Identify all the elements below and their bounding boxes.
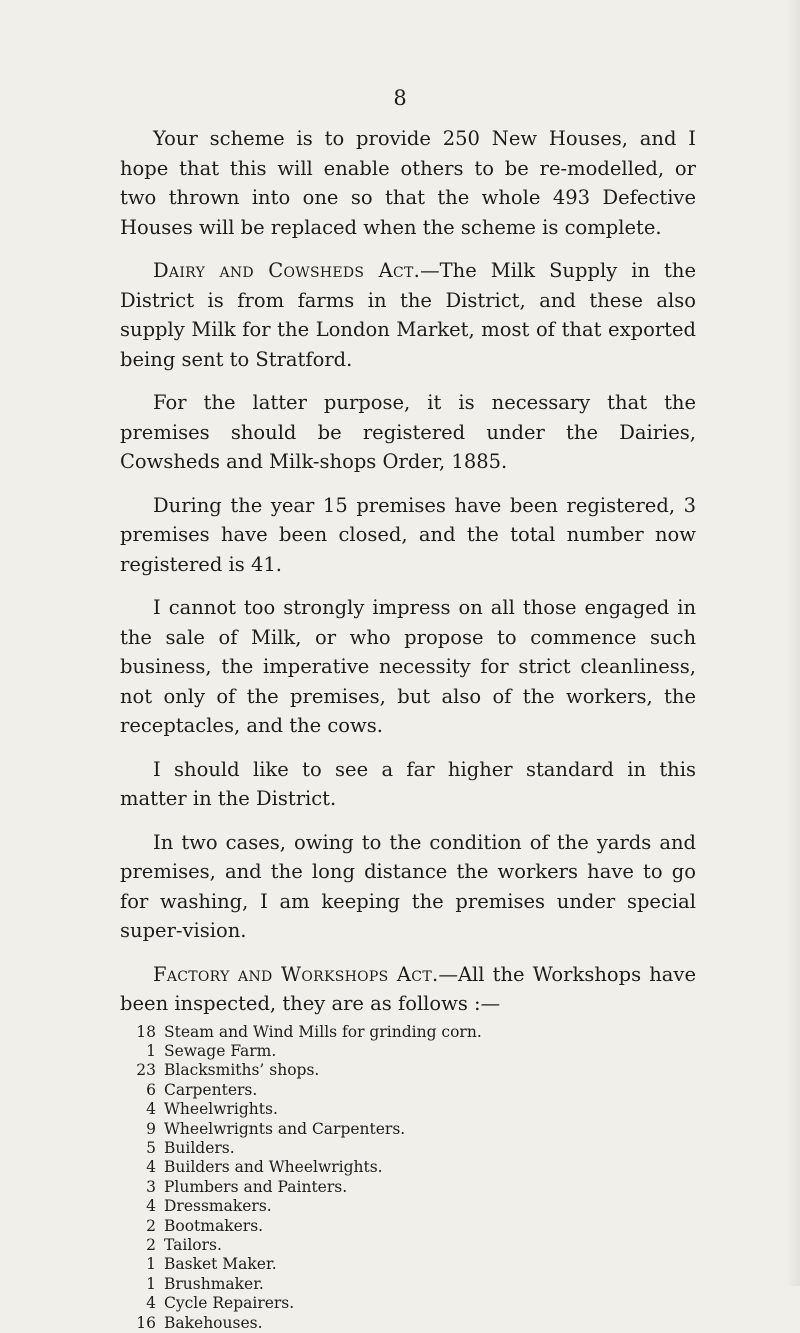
workshop-name: Bootmakers. xyxy=(164,1217,263,1235)
workshop-count: 4 xyxy=(130,1100,156,1119)
paragraph-housing-scheme xyxy=(120,124,696,242)
workshop-count: 4 xyxy=(130,1158,156,1177)
workshop-list-item xyxy=(120,1294,696,1313)
paragraph-text: —The Milk Supply in the District is from farms in the District, and these also supply Milk for the London Market, most of that exported being sent to Stratford. xyxy=(120,259,696,371)
workshop-count: 4 xyxy=(130,1197,156,1216)
workshop-count: 2 xyxy=(130,1236,156,1255)
workshop-list-item xyxy=(120,1255,696,1274)
workshop-list-item xyxy=(120,1178,696,1197)
paragraph-text: In two cases, owing to the condition of the yards and premises, and the long distance the workers have to go for washing, I am keeping the premises under special super-vision. xyxy=(120,831,696,943)
workshop-name: Builders. xyxy=(164,1139,235,1157)
workshop-name: Plumbers and Painters. xyxy=(164,1178,347,1196)
paragraph-premises-count xyxy=(120,491,696,580)
workshop-list-item xyxy=(120,1100,696,1119)
paragraph-dairy-act xyxy=(120,256,696,374)
workshop-name: Blacksmiths’ shops. xyxy=(164,1061,319,1079)
workshop-count: 2 xyxy=(130,1217,156,1236)
paragraph-higher-standard xyxy=(120,755,696,814)
workshop-name: Carpenters. xyxy=(164,1081,257,1099)
workshop-list-item xyxy=(120,1158,696,1177)
workshop-list-item xyxy=(120,1042,696,1061)
workshop-count: 1 xyxy=(130,1042,156,1061)
workshop-count: 9 xyxy=(130,1120,156,1139)
workshop-list-item xyxy=(120,1314,696,1333)
paragraph-text: —All the Workshops have been inspected, they are as follows :— xyxy=(120,963,696,1016)
workshop-name: Wheelwrignts and Carpenters. xyxy=(164,1120,405,1138)
page-number: 8 xyxy=(0,86,800,110)
workshop-count: 16 xyxy=(130,1314,156,1333)
workshop-list-item xyxy=(120,1236,696,1255)
workshop-list-item xyxy=(120,1275,696,1294)
paragraph-cleanliness xyxy=(120,593,696,741)
workshop-count: 6 xyxy=(130,1081,156,1100)
workshop-count: 1 xyxy=(130,1255,156,1274)
section-heading-factory: Factory and Workshops Act. xyxy=(153,963,438,986)
paragraph-text: Your scheme is to provide 250 New Houses, and I hope that this will enable others to be re-modelled, or two thrown into one so that the whole 493 Defective Houses will be replaced when the scheme is complete. xyxy=(120,127,696,239)
workshop-list xyxy=(120,1023,696,1333)
workshop-name: Sewage Farm. xyxy=(164,1042,276,1060)
paragraph-text: During the year 15 premises have been registered, 3 premises have been closed, and the total number now registered is 41. xyxy=(120,494,696,576)
workshop-list-item xyxy=(120,1061,696,1080)
workshop-list-item xyxy=(120,1023,696,1042)
paragraph-factory-act xyxy=(120,960,696,1019)
workshop-name: Bakehouses. xyxy=(164,1314,263,1332)
workshop-list-item xyxy=(120,1139,696,1158)
paragraph-special-supervision xyxy=(120,828,696,946)
workshop-list-item xyxy=(120,1217,696,1236)
paragraph-registration xyxy=(120,388,696,477)
workshop-count: 23 xyxy=(130,1061,156,1080)
workshop-name: Cycle Repairers. xyxy=(164,1294,294,1312)
workshop-count: 1 xyxy=(130,1275,156,1294)
paragraph-text: I should like to see a far higher standard in this matter in the District. xyxy=(120,758,696,811)
workshop-name: Brushmaker. xyxy=(164,1275,264,1293)
section-heading-dairy: Dairy and Cowsheds Act. xyxy=(153,259,420,282)
workshop-name: Basket Maker. xyxy=(164,1255,277,1273)
workshop-count: 18 xyxy=(130,1023,156,1042)
workshop-count: 4 xyxy=(130,1294,156,1313)
workshop-name: Dressmakers. xyxy=(164,1197,272,1215)
workshop-count: 5 xyxy=(130,1139,156,1158)
workshop-list-item xyxy=(120,1081,696,1100)
workshop-name: Tailors. xyxy=(164,1236,222,1254)
workshop-count: 3 xyxy=(130,1178,156,1197)
workshop-list-item xyxy=(120,1120,696,1139)
workshop-name: Steam and Wind Mills for grinding corn. xyxy=(164,1023,482,1041)
workshop-list-item xyxy=(120,1197,696,1216)
page-edge-shadow xyxy=(786,0,800,1286)
workshop-name: Builders and Wheelwrights. xyxy=(164,1158,383,1176)
paragraph-text: For the latter purpose, it is necessary that the premises should be registered under the Dairies, Cowsheds and Milk-shops Order, 1885. xyxy=(120,391,696,473)
body-text xyxy=(120,124,696,1333)
paragraph-text: I cannot too strongly impress on all those engaged in the sale of Milk, or who propose to commence such business, the imperative necessity for strict cleanliness, not only of the premises, but also of the workers, the receptacles, and the cows. xyxy=(120,596,696,737)
workshop-name: Wheelwrights. xyxy=(164,1100,278,1118)
